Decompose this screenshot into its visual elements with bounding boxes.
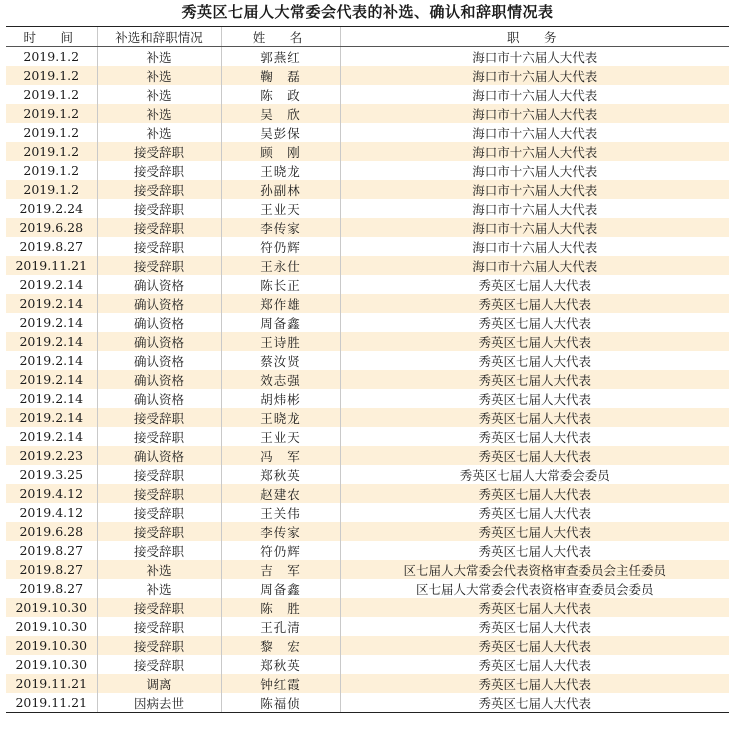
position-cell: 秀英区七届人大代表: [340, 598, 729, 617]
change-type-cell: 因病去世: [97, 693, 221, 713]
table-row: [6, 294, 729, 313]
name-cell: 吉 军: [221, 560, 340, 579]
table-row: [6, 142, 729, 161]
change-type-cell: 补选: [97, 47, 221, 67]
table-row: [6, 560, 729, 579]
date-cell: 2019.6.28: [6, 522, 97, 541]
position-cell: 秀英区七届人大代表: [340, 351, 729, 370]
date-cell: 2019.11.21: [6, 674, 97, 693]
name-cell: 吴 欣: [221, 104, 340, 123]
change-type-cell: 接受辞职: [97, 237, 221, 256]
table-body: [6, 47, 729, 713]
table-row: [6, 655, 729, 674]
table-row: [6, 66, 729, 85]
date-cell: 2019.10.30: [6, 655, 97, 674]
change-type-cell: 确认资格: [97, 446, 221, 465]
position-cell: 秀英区七届人大代表: [340, 313, 729, 332]
table-row: [6, 484, 729, 503]
date-cell: 2019.2.14: [6, 408, 97, 427]
change-type-cell: 接受辞职: [97, 598, 221, 617]
position-cell: 秀英区七届人大代表: [340, 389, 729, 408]
change-type-cell: 确认资格: [97, 332, 221, 351]
change-type-cell: 补选: [97, 104, 221, 123]
change-type-cell: 确认资格: [97, 294, 221, 313]
table-row: [6, 218, 729, 237]
table-row: [6, 104, 729, 123]
position-cell: 秀英区七届人大代表: [340, 655, 729, 674]
name-cell: 蔡汝贤: [221, 351, 340, 370]
table-row: [6, 503, 729, 522]
change-type-cell: 接受辞职: [97, 617, 221, 636]
date-cell: 2019.1.2: [6, 180, 97, 199]
name-cell: 郭燕红: [221, 47, 340, 67]
table-row: [6, 47, 729, 67]
table-row: [6, 693, 729, 713]
position-cell: 秀英区七届人大代表: [340, 674, 729, 693]
table-row: [6, 446, 729, 465]
date-cell: 2019.8.27: [6, 579, 97, 598]
position-cell: 秀英区七届人大代表: [340, 294, 729, 313]
name-cell: 符仍辉: [221, 541, 340, 560]
position-cell: 海口市十六届人大代表: [340, 218, 729, 237]
date-cell: 2019.2.14: [6, 370, 97, 389]
date-cell: 2019.8.27: [6, 560, 97, 579]
name-cell: 冯 军: [221, 446, 340, 465]
name-cell: 钟红霞: [221, 674, 340, 693]
position-cell: 海口市十六届人大代表: [340, 161, 729, 180]
change-type-cell: 补选: [97, 66, 221, 85]
name-cell: 黎 宏: [221, 636, 340, 655]
name-cell: 鞠 磊: [221, 66, 340, 85]
name-cell: 王晓龙: [221, 161, 340, 180]
position-cell: 秀英区七届人大代表: [340, 484, 729, 503]
date-cell: 2019.10.30: [6, 636, 97, 655]
date-cell: 2019.1.2: [6, 85, 97, 104]
date-cell: 2019.2.14: [6, 294, 97, 313]
header-name: 姓 名: [221, 27, 340, 47]
change-type-cell: 接受辞职: [97, 655, 221, 674]
name-cell: 王业天: [221, 427, 340, 446]
change-type-cell: 接受辞职: [97, 408, 221, 427]
name-cell: 吴彭保: [221, 123, 340, 142]
table-row: [6, 617, 729, 636]
date-cell: 2019.10.30: [6, 617, 97, 636]
position-cell: 海口市十六届人大代表: [340, 237, 729, 256]
change-type-cell: 接受辞职: [97, 161, 221, 180]
date-cell: 2019.4.12: [6, 503, 97, 522]
change-type-cell: 接受辞职: [97, 484, 221, 503]
table-row: [6, 256, 729, 275]
name-cell: 效志强: [221, 370, 340, 389]
name-cell: 王永仕: [221, 256, 340, 275]
position-cell: 海口市十六届人大代表: [340, 66, 729, 85]
change-type-cell: 接受辞职: [97, 218, 221, 237]
date-cell: 2019.2.14: [6, 351, 97, 370]
table-row: [6, 123, 729, 142]
name-cell: 陈福侦: [221, 693, 340, 713]
date-cell: 2019.2.23: [6, 446, 97, 465]
table-row: [6, 199, 729, 218]
name-cell: 郑作雄: [221, 294, 340, 313]
position-cell: 海口市十六届人大代表: [340, 85, 729, 104]
change-type-cell: 补选: [97, 579, 221, 598]
name-cell: 王关伟: [221, 503, 340, 522]
position-cell: 秀英区七届人大代表: [340, 446, 729, 465]
name-cell: 陈 胜: [221, 598, 340, 617]
date-cell: 2019.8.27: [6, 237, 97, 256]
name-cell: 王晓龙: [221, 408, 340, 427]
table-row: [6, 389, 729, 408]
date-cell: 2019.2.14: [6, 313, 97, 332]
date-cell: 2019.1.2: [6, 104, 97, 123]
position-cell: 秀英区七届人大代表: [340, 503, 729, 522]
name-cell: 郑秋英: [221, 655, 340, 674]
table-row: [6, 237, 729, 256]
change-type-cell: 接受辞职: [97, 142, 221, 161]
name-cell: 孙副林: [221, 180, 340, 199]
table-row: [6, 313, 729, 332]
name-cell: 李传家: [221, 218, 340, 237]
position-cell: 秀英区七届人大常委会委员: [340, 465, 729, 484]
change-type-cell: 调离: [97, 674, 221, 693]
position-cell: 区七届人大常委会代表资格审查委员会主任委员: [340, 560, 729, 579]
change-type-cell: 接受辞职: [97, 636, 221, 655]
position-cell: 海口市十六届人大代表: [340, 256, 729, 275]
change-type-cell: 接受辞职: [97, 541, 221, 560]
position-cell: 海口市十六届人大代表: [340, 104, 729, 123]
date-cell: 2019.2.14: [6, 275, 97, 294]
change-type-cell: 确认资格: [97, 370, 221, 389]
change-type-cell: 补选: [97, 560, 221, 579]
date-cell: 2019.1.2: [6, 66, 97, 85]
header-row: [6, 27, 729, 47]
change-type-cell: 接受辞职: [97, 180, 221, 199]
table-row: [6, 636, 729, 655]
table-row: [6, 579, 729, 598]
table-row: [6, 85, 729, 104]
table-row: [6, 427, 729, 446]
change-type-cell: 确认资格: [97, 389, 221, 408]
name-cell: 周备鑫: [221, 579, 340, 598]
table-row: [6, 465, 729, 484]
table-row: [6, 598, 729, 617]
header-date: 时 间: [6, 27, 97, 47]
name-cell: 符仍辉: [221, 237, 340, 256]
date-cell: 2019.11.21: [6, 693, 97, 713]
table-row: [6, 351, 729, 370]
table-row: [6, 275, 729, 294]
table-row: [6, 408, 729, 427]
position-cell: 海口市十六届人大代表: [340, 142, 729, 161]
change-type-cell: 接受辞职: [97, 522, 221, 541]
name-cell: 赵建农: [221, 484, 340, 503]
table-row: [6, 674, 729, 693]
position-cell: 秀英区七届人大代表: [340, 636, 729, 655]
change-type-cell: 补选: [97, 85, 221, 104]
name-cell: 陈 政: [221, 85, 340, 104]
date-cell: 2019.6.28: [6, 218, 97, 237]
date-cell: 2019.2.24: [6, 199, 97, 218]
table-row: [6, 180, 729, 199]
change-type-cell: 确认资格: [97, 313, 221, 332]
position-cell: 海口市十六届人大代表: [340, 199, 729, 218]
date-cell: 2019.2.14: [6, 427, 97, 446]
name-cell: 顾 刚: [221, 142, 340, 161]
name-cell: 李传家: [221, 522, 340, 541]
table-row: [6, 161, 729, 180]
date-cell: 2019.1.2: [6, 161, 97, 180]
name-cell: 周备鑫: [221, 313, 340, 332]
date-cell: 2019.1.2: [6, 123, 97, 142]
table-title: 秀英区七届人大常委会代表的补选、确认和辞职情况表: [181, 3, 554, 21]
change-type-cell: 确认资格: [97, 351, 221, 370]
header-change-type: 补选和辞职情况: [97, 27, 221, 47]
position-cell: 海口市十六届人大代表: [340, 180, 729, 199]
date-cell: 2019.1.2: [6, 142, 97, 161]
change-type-cell: 确认资格: [97, 275, 221, 294]
header-position: 职 务: [340, 27, 729, 47]
position-cell: 秀英区七届人大代表: [340, 541, 729, 560]
name-cell: 王诗胜: [221, 332, 340, 351]
position-cell: 海口市十六届人大代表: [340, 47, 729, 67]
position-cell: 秀英区七届人大代表: [340, 617, 729, 636]
position-cell: 秀英区七届人大代表: [340, 693, 729, 713]
position-cell: 秀英区七届人大代表: [340, 522, 729, 541]
date-cell: 2019.10.30: [6, 598, 97, 617]
name-cell: 胡炜彬: [221, 389, 340, 408]
change-type-cell: 补选: [97, 123, 221, 142]
position-cell: 海口市十六届人大代表: [340, 123, 729, 142]
position-cell: 秀英区七届人大代表: [340, 370, 729, 389]
name-cell: 郑秋英: [221, 465, 340, 484]
change-type-cell: 接受辞职: [97, 256, 221, 275]
date-cell: 2019.2.14: [6, 389, 97, 408]
change-type-cell: 接受辞职: [97, 465, 221, 484]
table-row: [6, 522, 729, 541]
date-cell: 2019.8.27: [6, 541, 97, 560]
position-cell: 秀英区七届人大代表: [340, 427, 729, 446]
table-row: [6, 332, 729, 351]
change-type-cell: 接受辞职: [97, 199, 221, 218]
date-cell: 2019.1.2: [6, 47, 97, 67]
position-cell: 秀英区七届人大代表: [340, 408, 729, 427]
date-cell: 2019.3.25: [6, 465, 97, 484]
name-cell: 王孔清: [221, 617, 340, 636]
change-type-cell: 接受辞职: [97, 427, 221, 446]
representatives-table: [6, 26, 729, 713]
position-cell: 秀英区七届人大代表: [340, 332, 729, 351]
table-row: [6, 541, 729, 560]
name-cell: 陈长正: [221, 275, 340, 294]
date-cell: 2019.11.21: [6, 256, 97, 275]
change-type-cell: 接受辞职: [97, 503, 221, 522]
name-cell: 王业天: [221, 199, 340, 218]
position-cell: 秀英区七届人大代表: [340, 275, 729, 294]
position-cell: 区七届人大常委会代表资格审查委员会委员: [340, 579, 729, 598]
table-row: [6, 370, 729, 389]
date-cell: 2019.4.12: [6, 484, 97, 503]
date-cell: 2019.2.14: [6, 332, 97, 351]
